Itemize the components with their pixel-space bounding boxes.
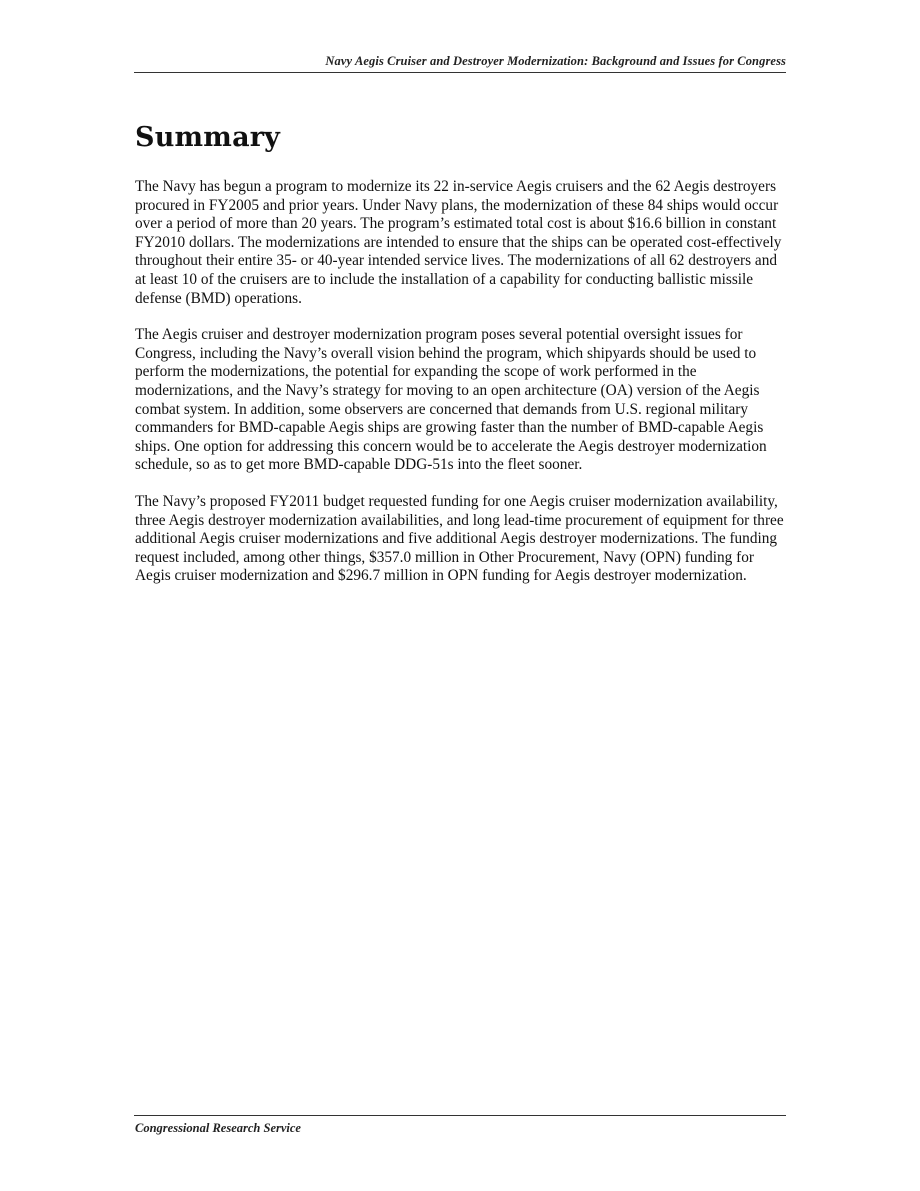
running-footer: Congressional Research Service <box>135 1121 301 1135</box>
summary-body <box>135 178 790 604</box>
page-title: Summary <box>135 122 281 153</box>
summary-paragraph-3: The Navy’s proposed FY2011 budget requested funding for one Aegis cruiser modernization availability, three Aegis destroyer modernization availabilities, and long lead-time procurement of equipment for three additional Aegis cruiser modernizations and five additional Aegis destroyer modernizations. The funding request included, among other things, $357.0 million in Other Procurement, Navy (OPN) funding for Aegis cruiser modernization and $296.7 million in OPN funding for Aegis destroyer modernization. <box>135 492 784 585</box>
summary-paragraph-1: The Navy has begun a program to modernize its 22 in-service Aegis cruisers and the 62 Aegis destroyers procured in FY2005 and prior years. Under Navy plans, the modernization of these 84 ships would occur over a period of more than 20 years. The program’s estimated total cost is about $16.6 billion in constant FY2010 dollars. The modernizations are intended to ensure that the ships can be operated cost-effectively throughout their entire 35- or 40-year intended service lives. The modernizations of all 62 destroyers and at least 10 of the cruisers are to include the installation of a capability for conducting ballistic missile defense (BMD) operations. <box>135 178 782 307</box>
running-header: Navy Aegis Cruiser and Destroyer Modernization: Background and Issues for Congress <box>325 54 786 68</box>
footer-rule <box>134 1115 786 1116</box>
header-rule <box>134 72 786 73</box>
summary-paragraph-2: The Aegis cruiser and destroyer modernization program poses several potential oversight issues for Congress, including the Navy’s overall vision behind the program, which shipyards should be used to perform the modernizations, the potential for expanding the scope of work performed in the modernizations, and the Navy’s strategy for moving to an open architecture (OA) version of the Aegis combat system. In addition, some observers are concerned that demands from U.S. regional military commanders for BMD-capable Aegis ships are growing faster than the number of BMD-capable Aegis ships. One option for addressing this concern would be to accelerate the Aegis destroyer modernization schedule, so as to get more BMD-capable DDG-51s into the fleet sooner. <box>135 326 767 474</box>
